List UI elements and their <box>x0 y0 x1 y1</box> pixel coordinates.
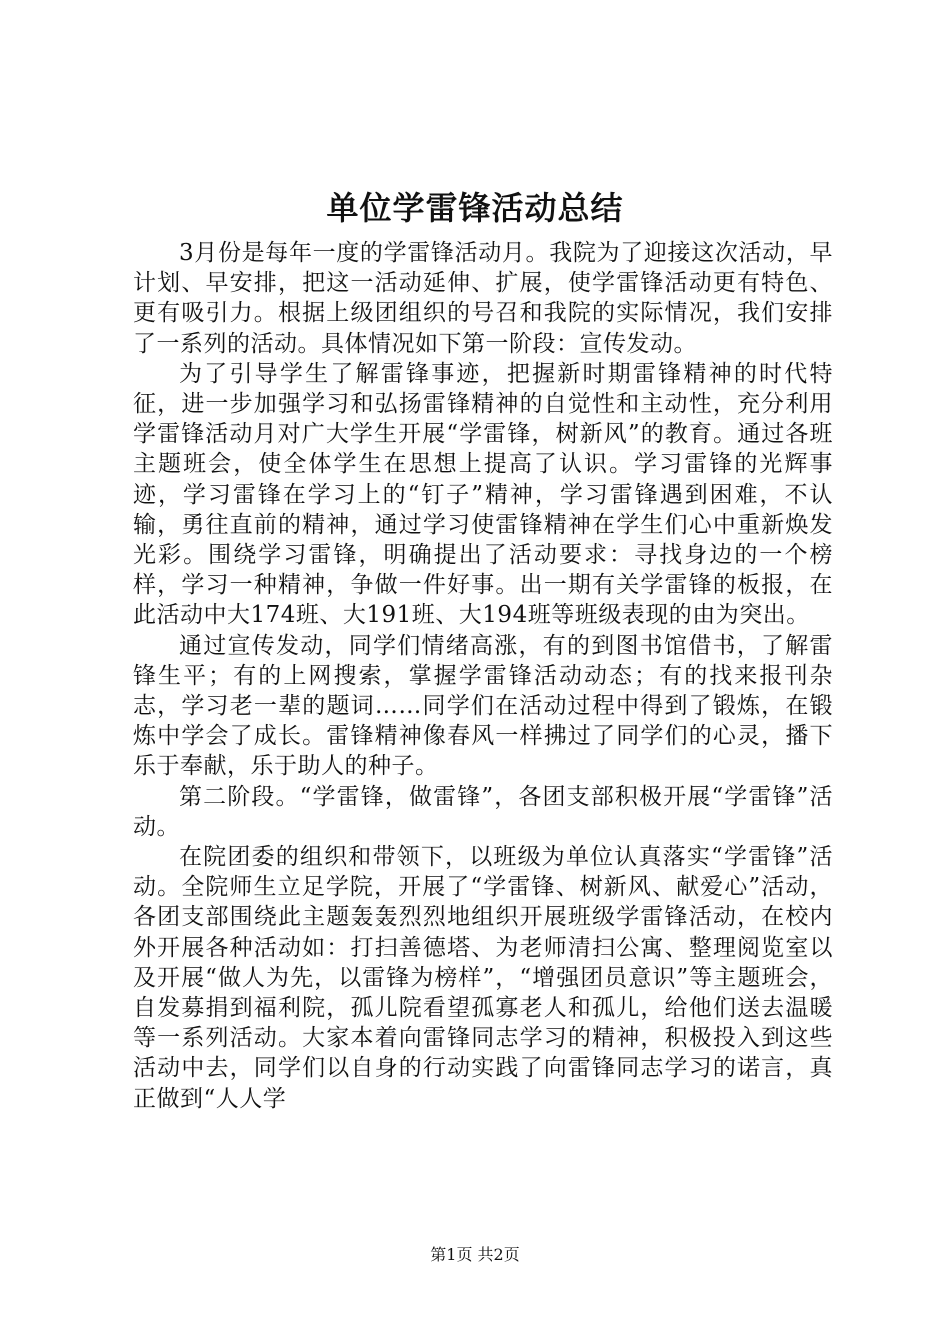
paragraph-1: 3月份是每年一度的学雷锋活动月。我院为了迎接这次活动，早计划、早安排，把这一活动延伸、扩展，使学雷锋活动更有特色、更有吸引力。根据上级团组织的号召和我院的实际情况，我们安排了一系列的活动。具体情况如下第一阶段：宣传发动。 <box>133 240 833 357</box>
document-title: 单位学雷锋活动总结 <box>326 189 624 227</box>
paragraph-4: 第二阶段。“学雷锋，做雷锋”，各团支部积极开展“学雷锋”活动。 <box>133 783 833 840</box>
document-body <box>133 238 833 1114</box>
paragraph-3: 通过宣传发动，同学们情绪高涨，有的到图书馆借书，了解雷锋生平；有的上网搜索，掌握学雷锋活动动态；有的找来报刊杂志，学习老一辈的题词……同学们在活动过程中得到了锻炼，在锻炼中学会了成长。雷锋精神像春风一样拂过了同学们的心灵，播下乐于奉献，乐于助人的种子。 <box>133 632 833 780</box>
page-footer: 第1页 共2页 <box>430 1245 520 1264</box>
paragraph-5: 在院团委的组织和带领下，以班级为单位认真落实“学雷锋”活动。全院师生立足学院，开展了“学雷锋、树新风、献爱心”活动，各团支部围绕此主题轰轰烈烈地组织开展班级学雷锋活动，在校内外开展各种活动如：打扫善德塔、为老师清扫公寓、整理阅览室以及开展“做人为先，以雷锋为榜样”，“增强团员意识”等主题班会，自发募捐到福利院，孤儿院看望孤寡老人和孤儿，给他们送去温暖等一系列活动。大家本着向雷锋同志学习的精神，积极投入到这些活动中去，同学们以自身的行动实践了向雷锋同志学习的诺言，真正做到“人人学 <box>133 844 833 1112</box>
paragraph-2: 为了引导学生了解雷锋事迹，把握新时期雷锋精神的时代特征，进一步加强学习和弘扬雷锋精神的自觉性和主动性，充分利用学雷锋活动月对广大学生开展“学雷锋，树新风”的教育。通过各班主题班会，使全体学生在思想上提高了认识。学习雷锋的光辉事迹，学习雷锋在学习上的“钉子”精神，学习雷锋遇到困难，不认输，勇往直前的精神，通过学习使雷锋精神在学生们心中重新焕发光彩。围绕学习雷锋，明确提出了活动要求：寻找身边的一个榜样，学习一种精神，争做一件好事。出一期有关学雷锋的板报，在此活动中大174班、大191班、大194班等班级表现的由为突出。 <box>133 360 833 629</box>
